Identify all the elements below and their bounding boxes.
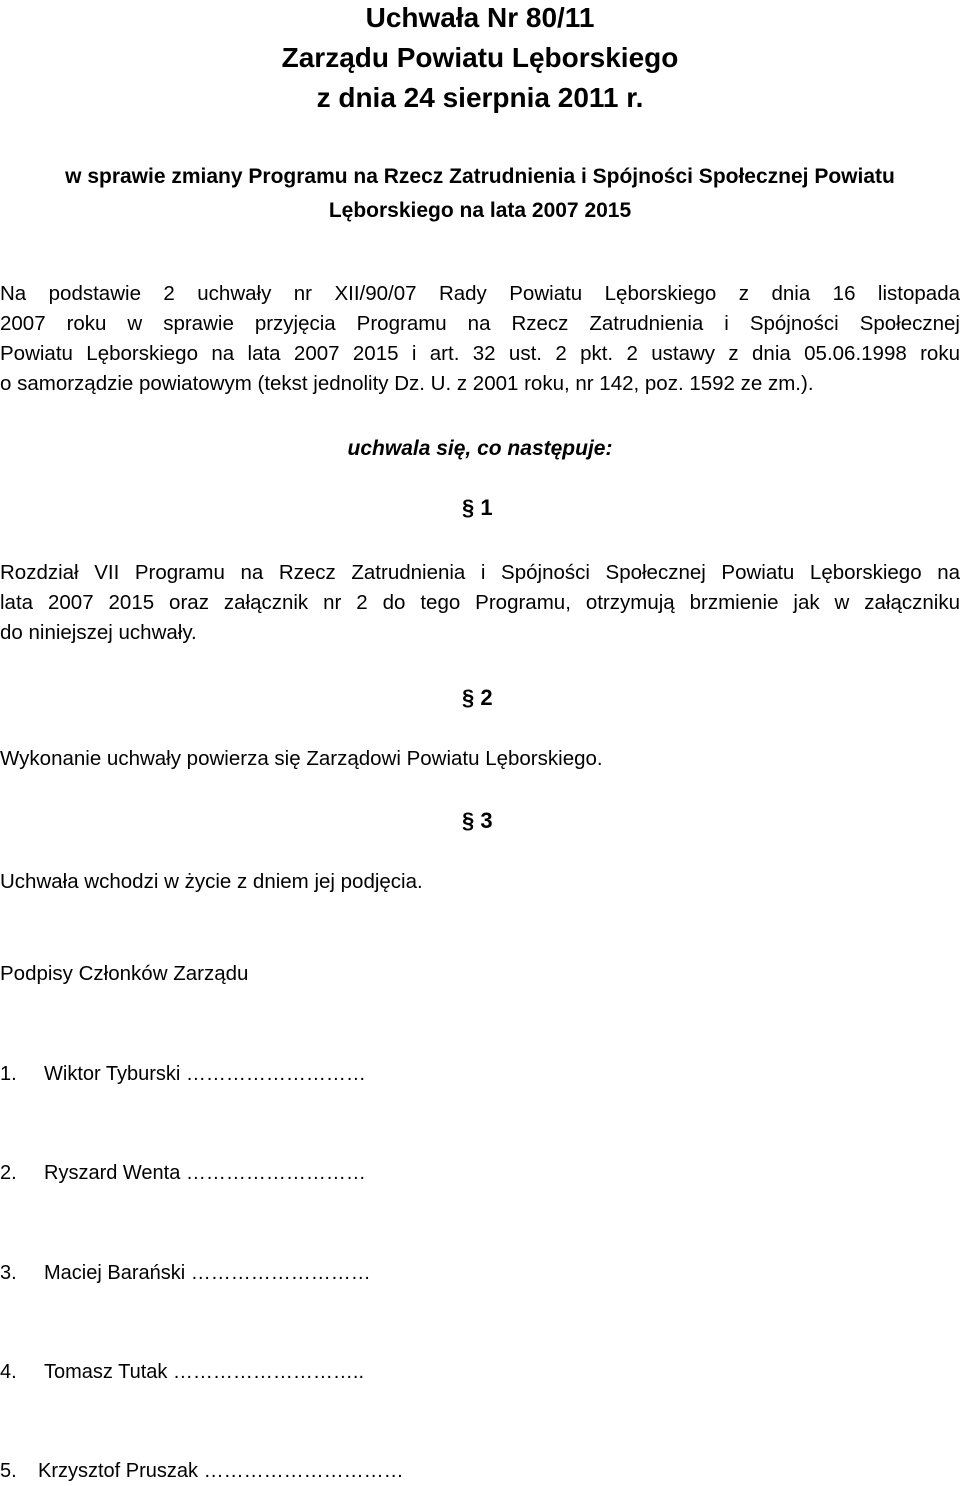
section-3-number: 3 [480,808,493,833]
signature-1-name: Wiktor Tyburski ……………………… [44,1063,366,1085]
signature-4-number: 4. [0,1361,17,1383]
resolution-phrase: uchwala się, co następuje: [347,437,613,460]
section-1-heading [462,493,493,523]
section-sign-icon: § [462,685,475,710]
signature-5-number: 5. [0,1460,17,1482]
signature-4-name: Tomasz Tutak ……………………….. [44,1361,365,1383]
section-1-paragraph [0,558,960,648]
section-3-text: Uchwała wchodzi w życie z dniem jej podjęcia. [0,870,423,893]
section-2-heading [462,683,493,713]
section-2-text: Wykonanie uchwały powierza się Zarządowi Powiatu Lęborskiego. [0,747,603,770]
preamble-line-3: Powiatu Lęborskiego na lata 2007 2015 i art. 32 ust. 2 pkt. 2 ustawy z dnia 05.06.1998 roku [0,342,960,365]
subject-line-1: w sprawie zmiany Programu na Rzecz Zatrudnienia i Spójności Społecznej Powiatu [65,165,895,188]
preamble-line-1: Na podstawie 2 uchwały nr XII/90/07 Rady Powiatu Lęborskiego z dnia 16 listopada [0,282,960,305]
signature-2-number: 2. [0,1162,17,1184]
section-3-heading [462,806,493,836]
preamble-paragraph [0,279,960,399]
document-title-date: z dnia 24 sierpnia 2011 r. [316,82,644,113]
section-1-line-3: do niniejszej uchwały. [0,621,197,644]
section-1-number: 1 [480,495,493,520]
preamble-line-2: 2007 roku w sprawie przyjęcia Programu na Rzecz Zatrudnienia i Spójności Społecznej [0,312,960,335]
section-1-line-1: Rozdział VII Programu na Rzecz Zatrudnienia i Spójności Społecznej Powiatu Lęborskiego na [0,561,960,584]
signature-2-name: Ryszard Wenta ……………………… [44,1162,366,1184]
signature-5-name: Krzysztof Pruszak ………………………… [38,1460,404,1482]
section-2-number: 2 [480,685,493,710]
section-sign-icon: § [462,495,475,520]
signature-3-number: 3. [0,1262,17,1284]
preamble-line-4: o samorządzie powiatowym (tekst jednolity Dz. U. z 2001 roku, nr 142, poz. 1592 ze zm.). [0,372,814,395]
document-title-number: Uchwała Nr 80/11 [365,2,595,33]
signature-1-number: 1. [0,1063,17,1085]
document-title-issuer: Zarządu Powiatu Lęborskiego [281,42,679,73]
section-sign-icon: § [462,808,475,833]
signature-3-name: Maciej Barański ……………………… [44,1262,371,1284]
signatures-heading: Podpisy Członków Zarządu [0,962,249,985]
section-1-line-2: lata 2007 2015 oraz załącznik nr 2 do tego Programu, otrzymują brzmienie jak w załączniku [0,591,960,614]
subject-line-2: Lęborskiego na lata 2007 2015 [328,199,632,222]
